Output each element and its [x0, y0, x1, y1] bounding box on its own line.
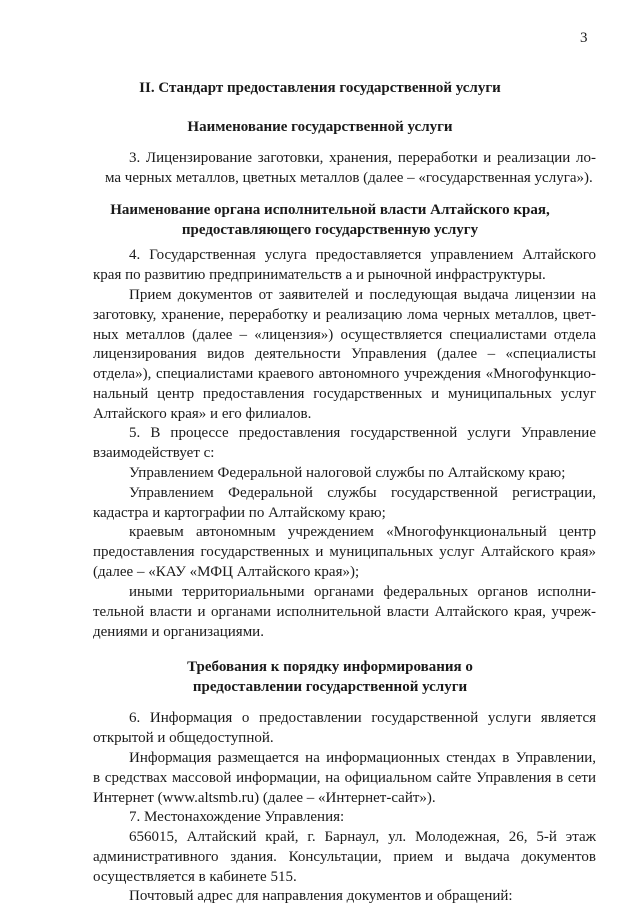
paragraph-line: 3. Лицензирование заготовки, хранения, переработки и реализации ло- [129, 150, 596, 166]
paragraph-line: осуществляется в кабинете 515. [93, 868, 297, 885]
paragraph-line: края по развитию предпринимательств а и рыночной инфраструктуры. [93, 266, 546, 283]
paragraph-line: 4. Государственная услуга предоставляется управлением Алтайского [129, 247, 596, 263]
paragraph-line: Прием документов от заявителей и последующая выдача лицензии на [129, 287, 596, 303]
page-number: 3 [580, 30, 588, 46]
paragraph-5b [93, 484, 596, 524]
paragraph-reception [93, 286, 596, 425]
paragraph-line: 656015, Алтайский край, г. Барнаул, ул. Молодежная, 26, 5-й этаж [129, 829, 596, 845]
paragraph-line: нальный центр предоставления государственных и муниципальных услуг [93, 385, 596, 402]
heading-line: Наименование органа исполнительной власти Алтайского края, [110, 202, 550, 218]
paragraph-line: (далее – «КАУ «МФЦ Алтайского края»); [93, 563, 360, 580]
paragraph-line: предоставления государственных и муниципальных услуг Алтайского края» [93, 543, 596, 560]
paragraph-line: дениями и организациями. [93, 623, 264, 640]
paragraph-line: ма черных металлов, цветных металлов (далее – «государственная услуга»). [105, 169, 593, 186]
paragraph-line: Информация размещается на информационных стендах в Управлении, [129, 750, 596, 766]
section-title: II. Стандарт предоставления государственной услуги [139, 80, 501, 96]
paragraph-line: Почтовый адрес для направления документов и обращений: [129, 888, 513, 904]
paragraph-line: в средствах массовой информации, на официальном сайте Управления в сети [93, 769, 596, 786]
paragraph-line: тельной власти и органами исполнительной власти Алтайского края, учреж- [93, 603, 596, 620]
paragraph-line: кадастра и картографии по Алтайскому краю; [93, 504, 386, 521]
paragraph-line: заготовку, хранение, переработку и реализацию лома черных металлов, цвет- [93, 306, 596, 323]
paragraph-line: 6. Информация о предоставлении государственной услуги является [129, 710, 596, 726]
paragraph-7 [129, 808, 596, 828]
paragraph-line: Интернет (www.altsmb.ru) (далее – «Интернет-сайт»). [93, 789, 436, 806]
paragraph-5c [93, 523, 596, 582]
paragraph-5d [93, 583, 596, 642]
paragraph-line: взаимодействует с: [93, 444, 215, 461]
paragraph-6 [93, 709, 596, 749]
heading-line: предоставляющего государственную услугу [181, 222, 479, 238]
paragraph-postal [129, 887, 596, 907]
paragraph-address [93, 828, 596, 887]
paragraph-line: Управлением Федеральной службы государственной регистрации, [129, 485, 596, 501]
paragraph-line: Управлением Федеральной налоговой службы по Алтайскому краю; [129, 465, 566, 481]
paragraph-line: краевым автономным учреждением «Многофункциональный центр [129, 524, 596, 540]
service-name-heading: Наименование государственной услуги [187, 119, 453, 135]
info-heading [60, 657, 600, 697]
paragraph-line: 5. В процессе предоставления государственной услуги Управление [129, 425, 596, 441]
paragraph-line: отдела»), специалистами краевого автономного учреждения «Многофункцио- [93, 366, 596, 383]
paragraph-5 [93, 424, 596, 464]
paragraph-4 [93, 246, 596, 286]
paragraph-line: открытой и общедоступной. [93, 729, 274, 746]
heading-line: Требования к порядку информирования о [187, 659, 473, 675]
paragraph-5a [129, 464, 596, 484]
paragraph-3 [105, 149, 596, 189]
paragraph-line: лицензирования видов деятельности Управления (далее – «специалисты [93, 346, 596, 363]
paragraph-line: ных металлов (далее – «лицензия») осуществляется специалистами отдела [93, 326, 596, 343]
paragraph-placement [93, 749, 596, 808]
paragraph-line: 7. Местонахождение Управления: [129, 809, 345, 825]
paragraph-line: административного здания. Консультации, прием и выдача документов [93, 848, 596, 865]
authority-heading [60, 200, 600, 240]
paragraph-line: Алтайского края» и его филиалов. [93, 405, 312, 422]
heading-line: предоставлении государственной услуги [192, 679, 468, 695]
paragraph-line: иными территориальными органами федеральных органов исполни- [129, 584, 596, 600]
